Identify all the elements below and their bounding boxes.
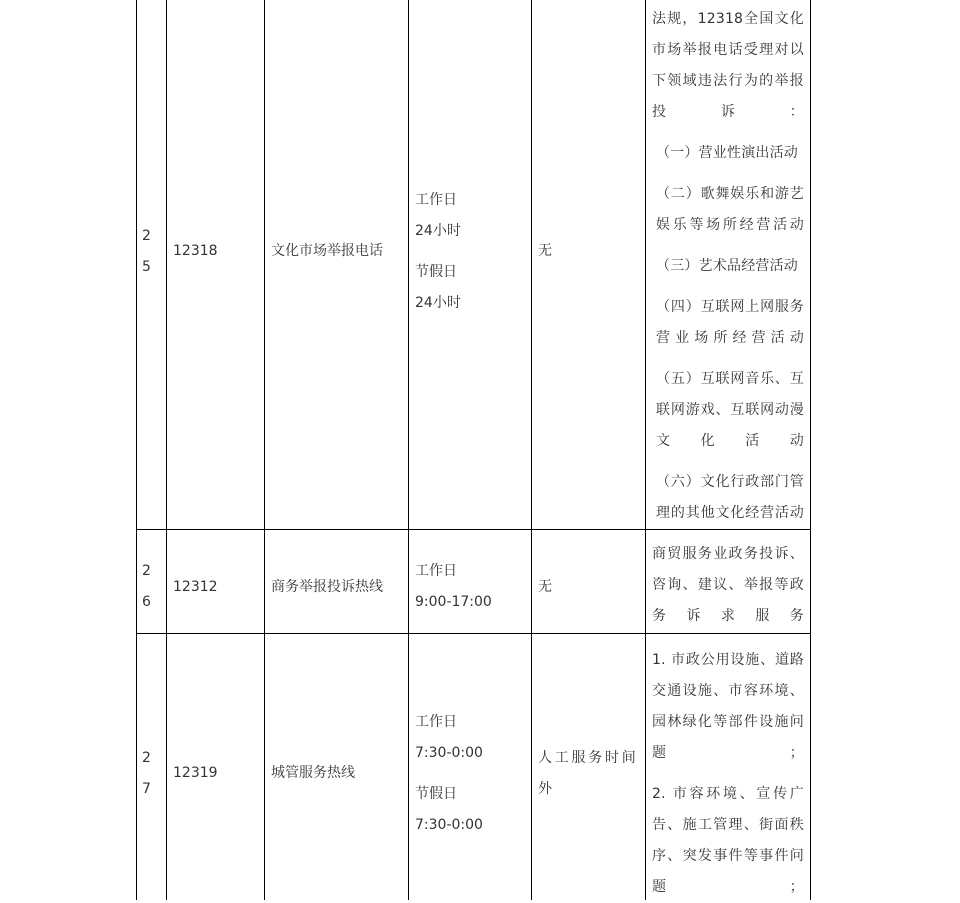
hours-label: 工作日 xyxy=(415,714,457,730)
hours-label: 工作日 xyxy=(415,563,457,579)
row-index-part: 2 xyxy=(142,563,151,579)
row-divider xyxy=(136,529,811,530)
scope-paragraph: （三）艺术品经营活动 xyxy=(656,258,798,274)
hours-value: 7:30-0:00 xyxy=(415,745,483,761)
hotline-number: 12319 xyxy=(173,765,218,781)
hours-label: 工作日 xyxy=(415,192,457,208)
row-index-part: 6 xyxy=(142,594,151,610)
hours-value: 24小时 xyxy=(415,223,461,239)
scope-paragraph: （二）歌舞娱乐和游艺娱乐等场所经营活动 xyxy=(656,186,804,233)
row-index-part: 7 xyxy=(142,781,151,797)
row-index-part: 2 xyxy=(142,228,151,244)
table-border-right xyxy=(810,0,811,900)
hours-value: 9:00-17:00 xyxy=(415,594,492,610)
service-note: 人工服务时间外 xyxy=(538,750,636,797)
service-note: 无 xyxy=(538,243,552,259)
scope-paragraph: 法规，12318全国文化市场举报电话受理对以下领域违法行为的举报投诉： xyxy=(652,11,804,120)
table-divider xyxy=(531,0,532,900)
scope-paragraph: 1. 市政公用设施、道路交通设施、市容环境、园林绿化等部件设施问题； xyxy=(652,652,804,761)
scope-paragraph: （四）互联网上网服务营业场所经营活动 xyxy=(656,299,804,346)
hotline-name: 城管服务热线 xyxy=(271,765,355,781)
table-border-left xyxy=(136,0,137,900)
hotline-number: 12318 xyxy=(173,243,218,259)
hours-value: 24小时 xyxy=(415,295,461,311)
hotline-number: 12312 xyxy=(173,579,218,595)
table-divider xyxy=(264,0,265,900)
scope-paragraph: （五）互联网音乐、互联网游戏、互联网动漫文化活动 xyxy=(656,371,804,449)
scope-paragraph: 2. 市容环境、宣传广告、施工管理、街面秩序、突发事件等事件问题； xyxy=(652,786,804,895)
hotline-name: 文化市场举报电话 xyxy=(271,243,383,259)
scope-paragraph: （一）营业性演出活动 xyxy=(656,145,798,161)
service-note: 无 xyxy=(538,579,552,595)
table-divider xyxy=(408,0,409,900)
hours-label: 节假日 xyxy=(415,264,457,280)
table-divider xyxy=(166,0,167,900)
scope-paragraph: 商贸服务业政务投诉、咨询、建议、举报等政务诉求服务 xyxy=(652,546,804,624)
table-divider xyxy=(645,0,646,900)
row-index-part: 2 xyxy=(142,750,151,766)
hours-value: 7:30-0:00 xyxy=(415,817,483,833)
row-index-part: 5 xyxy=(142,259,151,275)
hotline-name: 商务举报投诉热线 xyxy=(271,579,383,595)
hours-label: 节假日 xyxy=(415,786,457,802)
row-divider xyxy=(136,633,811,634)
scope-paragraph: （六）文化行政部门管理的其他文化经营活动 xyxy=(656,474,804,521)
